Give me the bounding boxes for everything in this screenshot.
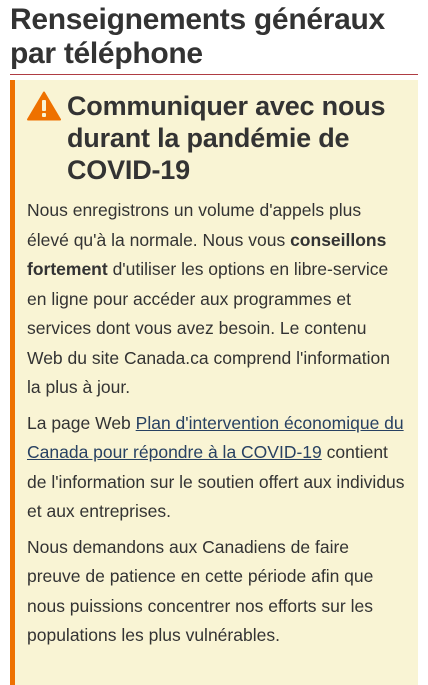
alert-paragraph-3: Nous demandons aux Canadiens de faire preuve de patience en cette période afin que nous puissions concentrer nos efforts sur les populations les plus vulnérables. — [27, 536, 374, 645]
covid-alert-box — [10, 80, 418, 685]
alert-heading — [27, 90, 406, 186]
warning-triangle-icon — [27, 91, 61, 121]
economic-response-plan-link[interactable]: Plan d'intervention économique du Canada pour répondre à la COVID-19 — [27, 412, 404, 462]
alert-paragraph-2-after: contient de l'information sur le soutien offert aux individus et aux entreprises. — [27, 442, 405, 521]
page-title: Renseignements généraux par téléphone — [10, 3, 385, 70]
title-divider — [10, 74, 418, 75]
alert-paragraph-2 — [27, 409, 406, 527]
alert-paragraph-1-after: d'utiliser les options en libre-service en ligne pour accéder aux programmes et services dont vous avez besoin. Le contenu Web du site Canada.ca comprend l'information la plus à jour. — [27, 259, 390, 397]
alert-paragraph-1-emphasis: conseillons fortement — [27, 229, 387, 279]
alert-paragraph-1 — [27, 196, 406, 403]
alert-paragraph-2-before: La page Web — [27, 412, 136, 433]
alert-paragraph-1-before: Nous enregistrons un volume d'appels plus élevé qu'à la normale. Nous vous — [27, 200, 362, 250]
alert-heading-text: Communiquer avec nous durant la pandémie de COVID-19 — [67, 91, 386, 185]
